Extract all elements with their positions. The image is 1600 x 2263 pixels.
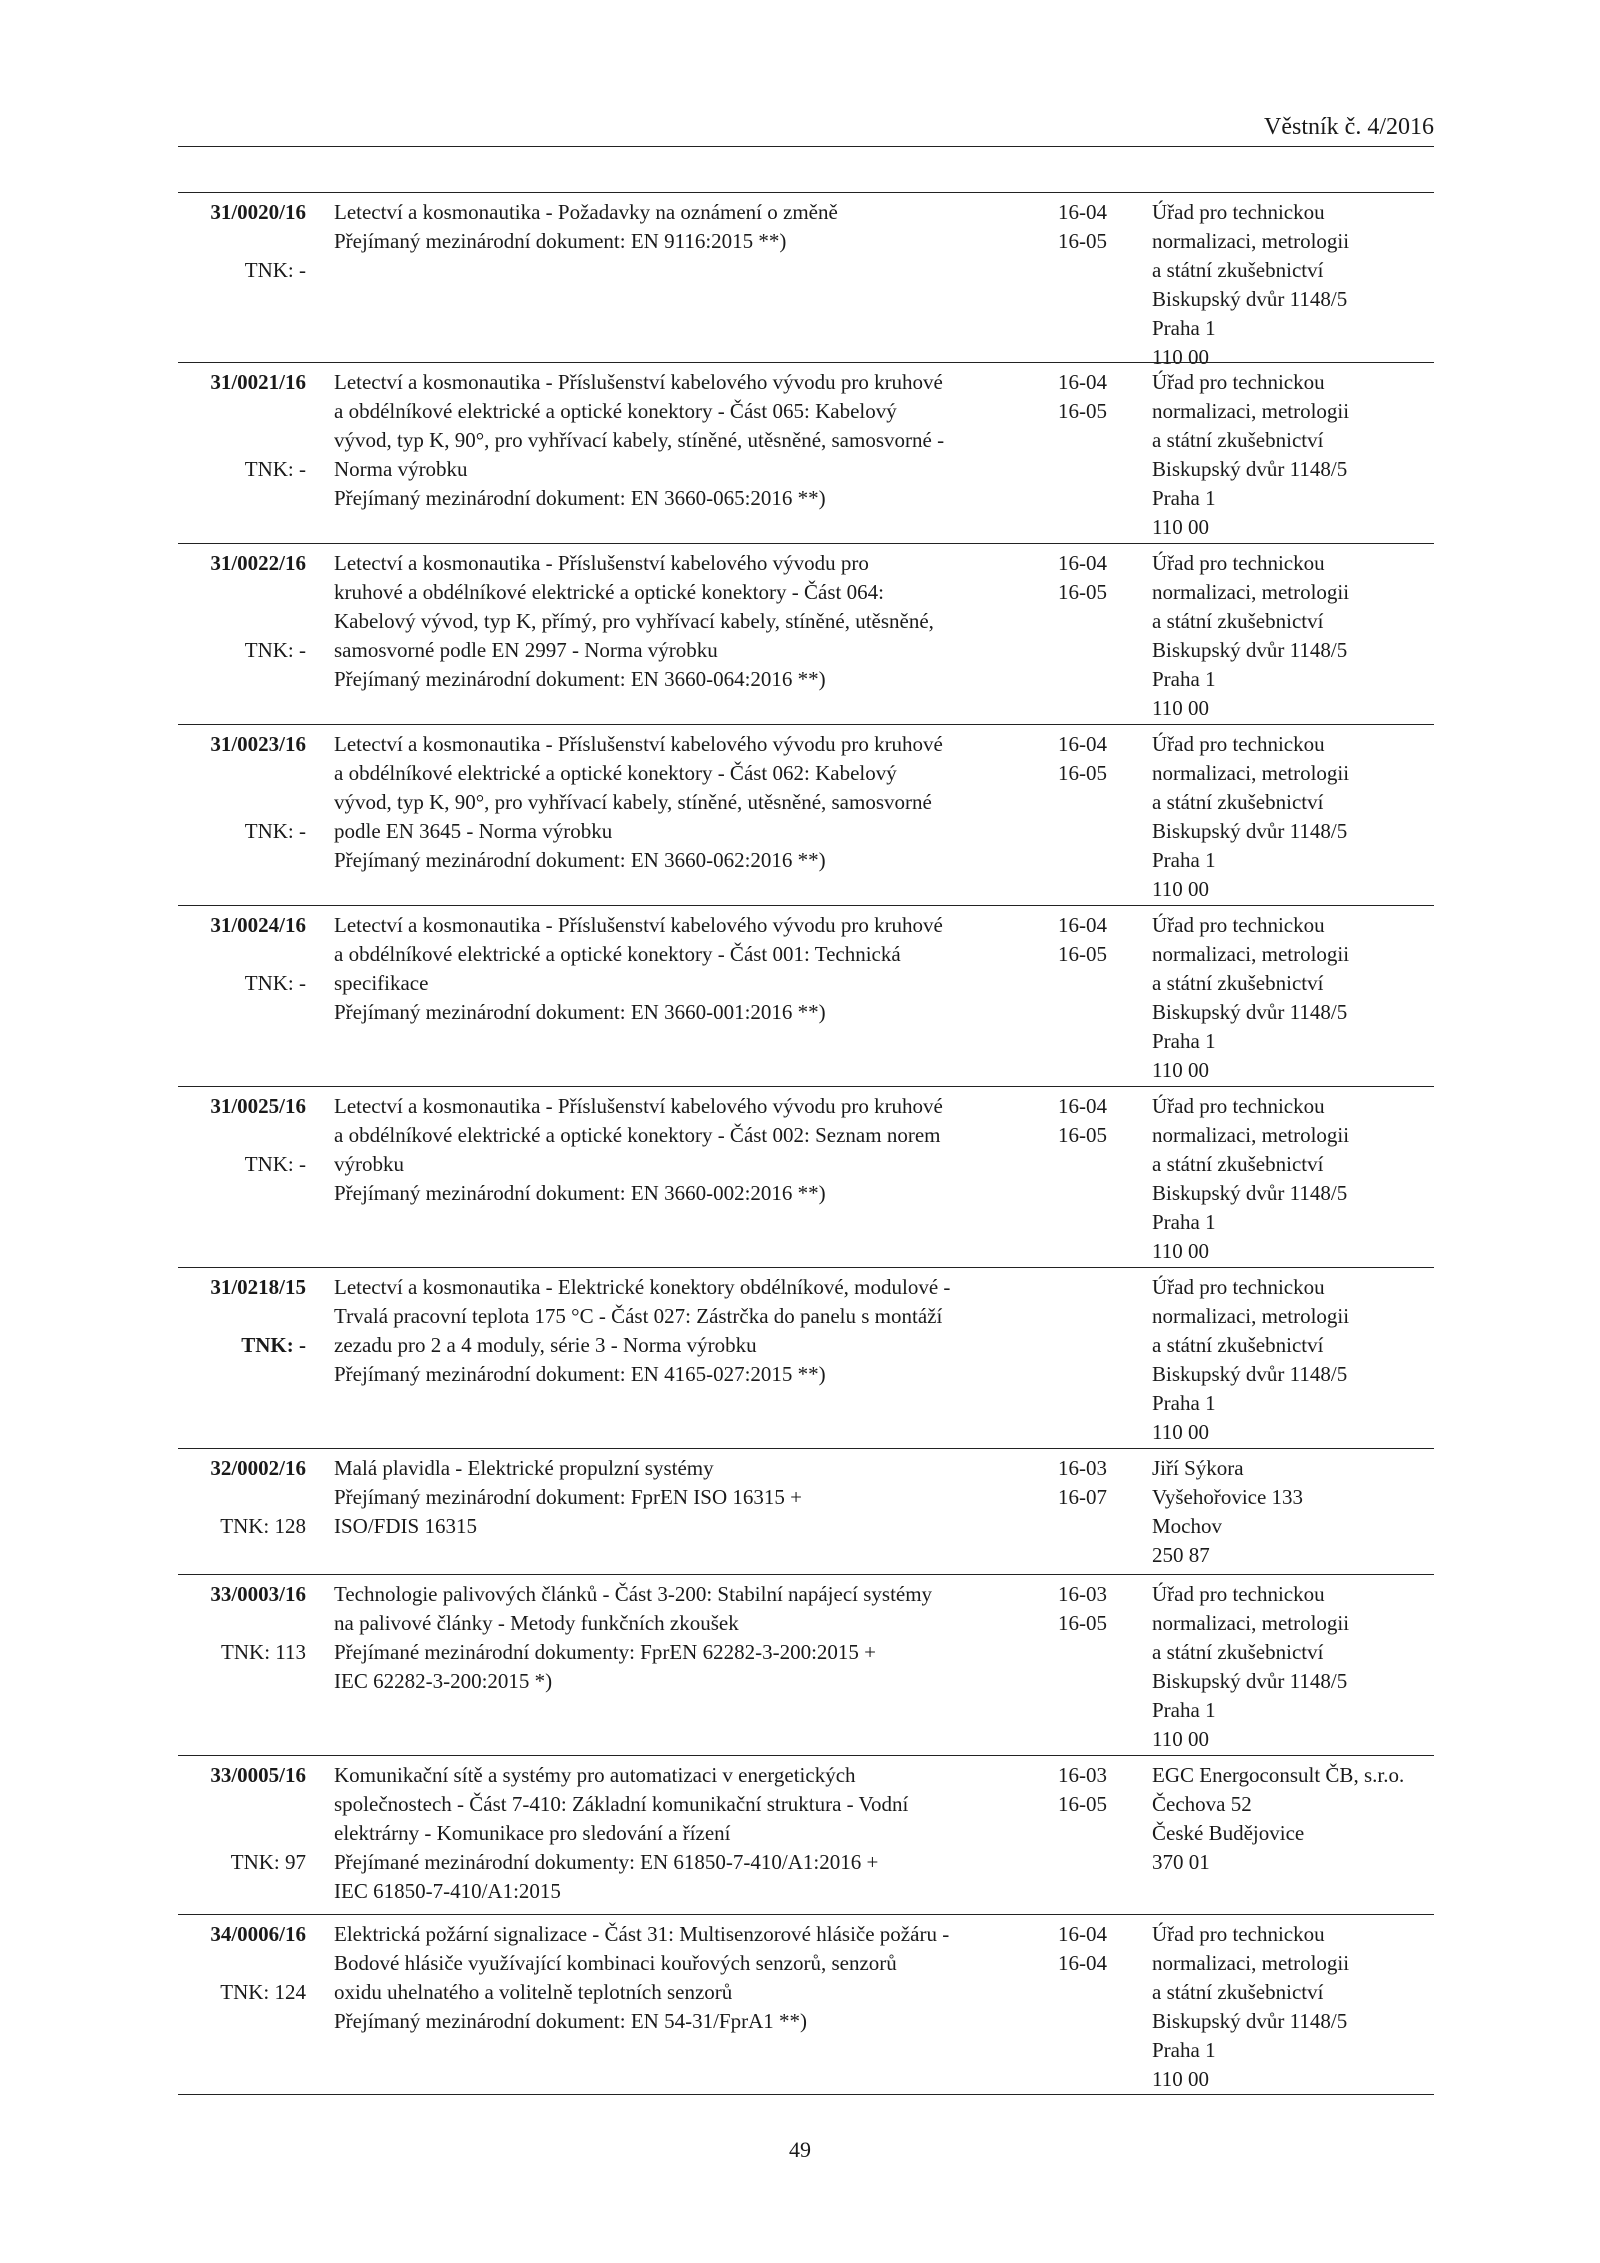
bulletin-title: Věstník č. 4/2016 (1264, 114, 1434, 140)
entry-number-column (178, 911, 306, 998)
entry-title: Technologie palivových článků - Část 3-200: Stabilní napájecí systémy na palivové články - Metody funkčních zkoušek Přejímané mezinárodní dokumenty: FprEN 62282-3-200:2015 + IEC 62282-3-200:2015 *) (334, 1582, 933, 1693)
standard-entry (178, 1448, 1434, 1574)
entry-number: 33/0003/16 (210, 1582, 306, 1606)
entry-dates: 16-04 16-04 (1058, 1922, 1107, 1975)
entry-number: 31/0023/16 (210, 732, 306, 756)
entry-dates: 16-03 16-05 (1058, 1763, 1107, 1816)
entry-address: Úřad pro technickou normalizaci, metrologii a státní zkušebnictví Biskupský dvůr 1148/5 Praha 1 110 00 (1152, 732, 1350, 901)
entry-tnk: TNK: - (244, 457, 306, 481)
entry-title: Letectví a kosmonautika - Příslušenství kabelového vývodu pro kruhové a obdélníkové elektrické a optické konektory - Část 064: Kabelový vývod, typ K, přímý, pro vyhřívací kabely, stíněné, utěsněné, samosvorné podle EN 2997 - Norma výrobku Přejímaný mezinárodní dokument: EN 3660-064:2016 **) (334, 551, 934, 691)
standard-entry (178, 1755, 1434, 1914)
entry-tnk: TNK: - (244, 1152, 306, 1176)
entry-number-column (178, 198, 306, 285)
entry-number-column (178, 1761, 306, 1877)
entry-title: Letectví a kosmonautika - Příslušenství kabelového vývodu pro kruhové a obdélníkové elektrické a optické konektory - Část 001: Technická specifikace Přejímaný mezinárodní dokument: EN 3660-001:2016 **) (334, 913, 943, 1024)
entry-number: 31/0020/16 (210, 200, 306, 224)
standard-entry (178, 1574, 1434, 1755)
entry-number: 31/0022/16 (210, 551, 306, 575)
entry-tnk: TNK: - (244, 258, 306, 282)
entry-dates: 16-03 16-07 (1058, 1456, 1107, 1509)
entry-dates: 16-04 16-05 (1058, 732, 1107, 785)
entry-address: Úřad pro technickou normalizaci, metrologii a státní zkušebnictví Biskupský dvůr 1148/5 Praha 1 110 00 (1152, 1922, 1350, 2091)
entry-address: Úřad pro technickou normalizaci, metrologii a státní zkušebnictví Biskupský dvůr 1148/5 Praha 1 110 00 (1152, 200, 1350, 369)
entry-title: Malá plavidla - Elektrické propulzní systémy Přejímaný mezinárodní dokument: FprEN ISO 16315 + ISO/FDIS 16315 (334, 1456, 802, 1538)
standard-entry (178, 362, 1434, 543)
entry-title: Letectví a kosmonautika - Požadavky na oznámení o změně Přejímaný mezinárodní dokument: EN 9116:2015 **) (334, 200, 838, 253)
entry-number: 33/0005/16 (210, 1763, 306, 1787)
entry-dates: 16-04 16-05 (1058, 551, 1107, 604)
entry-address: Úřad pro technickou normalizaci, metrologii a státní zkušebnictví Biskupský dvůr 1148/5 Praha 1 110 00 (1152, 1275, 1350, 1444)
entry-title: Letectví a kosmonautika - Elektrické konektory obdélníkové, modulové - Trvalá pracovní teplota 175 °C - Část 027: Zástrčka do panelu s montáží zezadu pro 2 a 4 moduly, série 3 - Norma výrobku Přejímaný mezinárodní dokument: EN 4165-027:2015 **) (334, 1275, 951, 1386)
entry-number-column (178, 1273, 306, 1360)
entry-tnk: TNK: - (244, 971, 306, 995)
page-number: 49 (789, 2137, 811, 2162)
entry-tnk: TNK: 124 (220, 1980, 306, 2004)
entry-number: 31/0025/16 (210, 1094, 306, 1118)
entry-dates: 16-04 16-05 (1058, 1094, 1107, 1147)
entry-number-column (178, 549, 306, 665)
entry-dates: 16-04 16-05 (1058, 913, 1107, 966)
entry-title: Letectví a kosmonautika - Příslušenství kabelového vývodu pro kruhové a obdélníkové elektrické a optické konektory - Část 002: Seznam norem výrobku Přejímaný mezinárodní dokument: EN 3660-002:2016 **) (334, 1094, 943, 1205)
entry-address: Jiří Sýkora Vyšehořovice 133 Mochov 250 87 (1152, 1456, 1304, 1567)
standard-entry (178, 724, 1434, 905)
entry-title: Letectví a kosmonautika - Příslušenství kabelového vývodu pro kruhové a obdélníkové elektrické a optické konektory - Část 065: Kabelový vývod, typ K, 90°, pro vyhřívací kabely, stíněné, utěsněné, samosvorné - Norma výrobku Přejímaný mezinárodní dokument: EN 3660-065:2016 **) (334, 370, 945, 510)
entry-tnk: TNK: 128 (220, 1514, 306, 1538)
entry-address: EGC Energoconsult ČB, s.r.o. Čechova 52 České Budějovice 370 01 (1152, 1763, 1405, 1874)
entry-tnk: TNK: 97 (230, 1850, 306, 1874)
entry-number: 34/0006/16 (210, 1922, 306, 1946)
entry-number: 31/0218/15 (210, 1275, 306, 1299)
entry-title: Komunikační sítě a systémy pro automatizaci v energetických společnostech - Část 7-410: Základní komunikační struktura - Vodní elektrárny - Komunikace pro sledování a řízení Přejímané mezinárodní dokumenty: EN 61850-7-410/A1:2016 + IEC 61850-7-410/A1:2015 (334, 1763, 909, 1903)
entry-tnk: TNK: - (241, 1333, 306, 1357)
standard-entry (178, 543, 1434, 724)
entry-number: 31/0024/16 (210, 913, 306, 937)
entry-address: Úřad pro technickou normalizaci, metrologii a státní zkušebnictví Biskupský dvůr 1148/5 Praha 1 110 00 (1152, 1582, 1350, 1751)
standard-entry (178, 192, 1434, 369)
entry-number-column (178, 1454, 306, 1541)
standard-entry (178, 1086, 1434, 1267)
entry-tnk: TNK: - (244, 819, 306, 843)
entry-title: Elektrická požární signalizace - Část 31: Multisenzorové hlásiče požáru - Bodové hlásiče využívající kombinaci kouřových senzorů, senzorů oxidu uhelnatého a volitelně teplotních senzorů Přejímaný mezinárodní dokument: EN 54-31/FprA1 **) (334, 1922, 950, 2033)
entry-dates: 16-04 16-05 (1058, 370, 1107, 423)
entry-tnk: TNK: - (244, 638, 306, 662)
entry-address: Úřad pro technickou normalizaci, metrologii a státní zkušebnictví Biskupský dvůr 1148/5 Praha 1 110 00 (1152, 370, 1350, 539)
page-header (178, 108, 1434, 147)
entry-number: 32/0002/16 (210, 1456, 306, 1480)
entry-number: 31/0021/16 (210, 370, 306, 394)
entry-title: Letectví a kosmonautika - Příslušenství kabelového vývodu pro kruhové a obdélníkové elektrické a optické konektory - Část 062: Kabelový vývod, typ K, 90°, pro vyhřívací kabely, stíněné, utěsněné, samosvorné podle EN 3645 - Norma výrobku Přejímaný mezinárodní dokument: EN 3660-062:2016 **) (334, 732, 943, 872)
entry-number-column (178, 1092, 306, 1179)
entry-number-column (178, 730, 306, 846)
entry-address: Úřad pro technickou normalizaci, metrologii a státní zkušebnictví Biskupský dvůr 1148/5 Praha 1 110 00 (1152, 551, 1350, 720)
standard-entry (178, 905, 1434, 1086)
entry-tnk: TNK: 113 (221, 1640, 306, 1664)
standard-entry (178, 1914, 1434, 2095)
entry-address: Úřad pro technickou normalizaci, metrologii a státní zkušebnictví Biskupský dvůr 1148/5 Praha 1 110 00 (1152, 1094, 1350, 1263)
entry-dates: 16-03 16-05 (1058, 1582, 1107, 1635)
entry-dates: 16-04 16-05 (1058, 200, 1107, 253)
entry-address: Úřad pro technickou normalizaci, metrologii a státní zkušebnictví Biskupský dvůr 1148/5 Praha 1 110 00 (1152, 913, 1350, 1082)
entry-number-column (178, 1920, 306, 2007)
standard-entry (178, 1267, 1434, 1448)
entry-number-column (178, 1580, 306, 1667)
standards-list (178, 192, 1434, 2095)
entry-number-column (178, 368, 306, 484)
